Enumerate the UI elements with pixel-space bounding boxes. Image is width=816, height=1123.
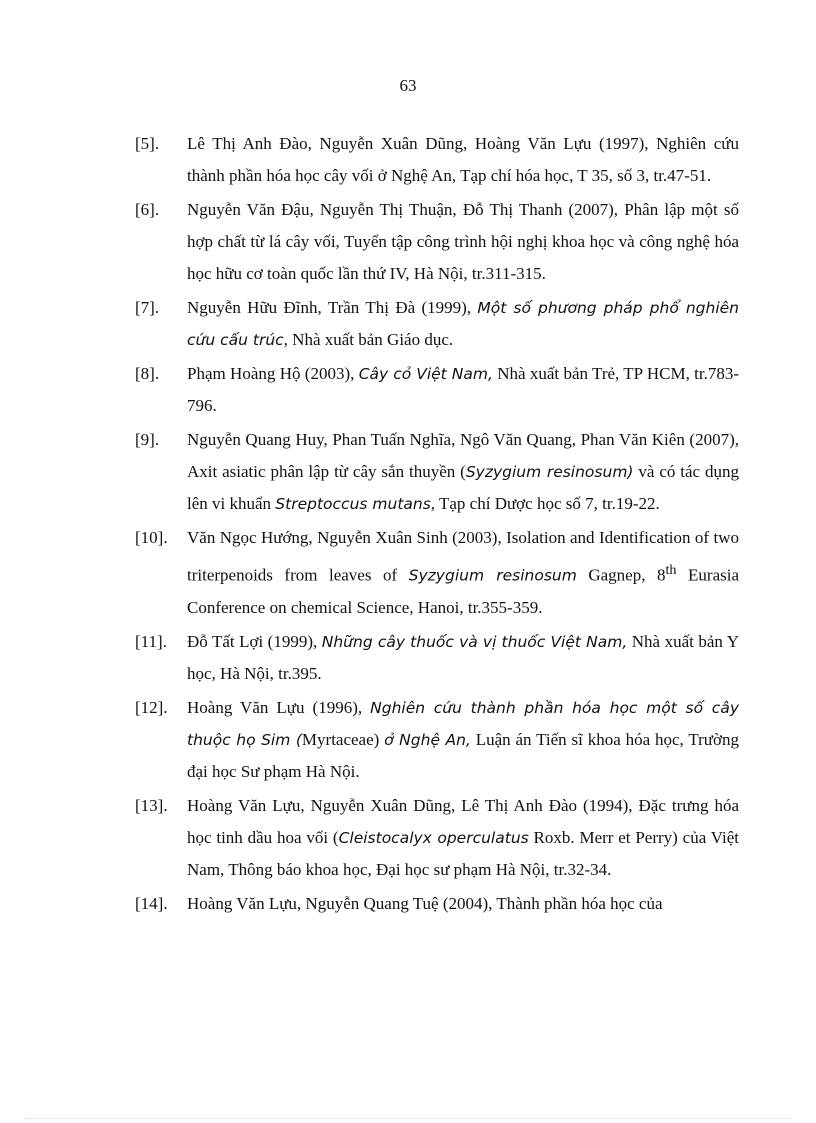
reference-number: [9]. bbox=[135, 430, 160, 449]
reference-segment: Nguyễn Hữu Đĩnh, Trần Thị Đà (1999), bbox=[187, 298, 478, 317]
reference-item bbox=[135, 522, 739, 624]
reference-italic-segment: Streptoccus mutans bbox=[275, 495, 431, 513]
reference-italic-segment: ở Nghệ An, bbox=[384, 730, 471, 749]
reference-segment: Gagnep, 8 bbox=[576, 565, 666, 585]
reference-segment: Myrtaceae) bbox=[301, 729, 385, 749]
reference-segment: Nhà xuất bản Trẻ, TP HCM, tr.783-796. bbox=[187, 364, 739, 415]
reference-segment: Nguyễn Văn Đậu, Nguyễn Thị Thuận, Đỗ Thị Thanh (2007), Phân lập một số hợp chất từ lá cây vối, Tuyển tập công trình hội nghị khoa học và công nghệ hóa học hữu cơ toàn quốc lần thứ IV, Hà Nội, tr.311-315. bbox=[187, 200, 739, 283]
reference-item bbox=[135, 790, 739, 886]
reference-segment: Nhà xuất bản Y học, Hà Nội, tr.395. bbox=[187, 631, 739, 683]
page-bottom-divider bbox=[24, 1118, 792, 1119]
reference-segment: Eurasia Conference on chemical Science, Hanoi, tr.355-359. bbox=[187, 565, 740, 617]
reference-text bbox=[187, 292, 739, 356]
reference-text bbox=[187, 888, 739, 920]
reference-segment: Đỗ Tất Lợi (1999), bbox=[187, 631, 322, 651]
reference-number: [11]. bbox=[135, 631, 167, 651]
reference-number: [5]. bbox=[135, 134, 160, 153]
reference-segment: Hoàng Văn Lựu (1996), bbox=[187, 697, 371, 717]
reference-number: [6]. bbox=[135, 200, 160, 219]
reference-number: [7]. bbox=[135, 298, 160, 317]
reference-italic-segment: Nghiên cứu thành phần hóa học một số cây thuộc họ Sim ( bbox=[187, 698, 739, 749]
reference-number: [13]. bbox=[135, 795, 168, 815]
reference-italic-segment: Một số phương pháp phổ nghiên cứu cấu trúc bbox=[187, 299, 739, 349]
reference-segment: Hoàng Văn Lựu, Nguyễn Xuân Dũng, Lê Thị Anh Đào (1994), Đặc trưng hóa học tinh dầu hoa vối ( bbox=[187, 795, 739, 847]
reference-italic-segment: Những cây thuốc và vị thuốc Việt Nam, bbox=[321, 632, 628, 651]
reference-text bbox=[187, 790, 739, 886]
reference-text bbox=[187, 358, 739, 422]
reference-segment: Phạm Hoàng Hộ (2003), bbox=[187, 364, 359, 383]
reference-segment: Lê Thị Anh Đào, Nguyễn Xuân Dũng, Hoàng Văn Lựu (1997), Nghiên cứu thành phần hóa học cây vối ở Nghệ An, Tạp chí hóa học, T 35, số 3, tr.47-51. bbox=[187, 134, 739, 185]
reference-segment: Luận án Tiến sĩ khoa hóa học, Trường đại học Sư phạm Hà Nội. bbox=[187, 729, 739, 781]
reference-italic-segment: Syzygium resinosum) bbox=[465, 463, 634, 481]
reference-item bbox=[135, 128, 739, 192]
reference-text bbox=[187, 626, 739, 690]
reference-text bbox=[187, 522, 739, 624]
reference-italic-segment: Cleistocalyx operculatus bbox=[338, 828, 529, 847]
reference-segment: và có tác dụng lên vi khuẩn bbox=[187, 462, 740, 513]
reference-item bbox=[135, 424, 739, 520]
reference-superscript: th bbox=[665, 562, 677, 578]
reference-number: [10]. bbox=[135, 528, 168, 547]
reference-text bbox=[187, 424, 739, 520]
reference-item bbox=[135, 692, 739, 788]
reference-text bbox=[187, 692, 739, 788]
reference-list bbox=[135, 128, 739, 922]
reference-item bbox=[135, 626, 739, 690]
reference-number: [12]. bbox=[135, 697, 168, 717]
reference-segment: Hoàng Văn Lựu, Nguyễn Quang Tuệ (2004), Thành phần hóa học của bbox=[187, 893, 663, 913]
reference-text bbox=[187, 128, 739, 192]
reference-segment: Nguyễn Quang Huy, Phan Tuấn Nghĩa, Ngô Văn Quang, Phan Văn Kiên (2007), Axit asiatic phân lập từ cây sắn thuyền ( bbox=[187, 430, 739, 481]
reference-segment: , Nhà xuất bản Giáo dục. bbox=[283, 330, 454, 349]
reference-text bbox=[187, 194, 739, 290]
reference-item bbox=[135, 292, 739, 356]
reference-item bbox=[135, 888, 739, 920]
reference-number: [8]. bbox=[135, 364, 160, 383]
reference-segment: Roxb. Merr et Perry) của Việt Nam, Thông báo khoa học, Đại học sư phạm Hà Nội, tr.32-34. bbox=[187, 827, 739, 879]
reference-item bbox=[135, 194, 739, 290]
page-number: 63 bbox=[399, 76, 417, 95]
reference-item bbox=[135, 358, 739, 422]
reference-segment: Văn Ngọc Hướng, Nguyễn Xuân Sinh (2003), Isolation and Identification of two triterpenoids from leaves of bbox=[187, 528, 739, 585]
reference-italic-segment: Syzygium resinosum bbox=[408, 566, 577, 585]
reference-segment: , Tạp chí Dược học số 7, tr.19-22. bbox=[430, 494, 660, 513]
reference-number: [14]. bbox=[135, 893, 168, 913]
reference-italic-segment: Cây cỏ Việt Nam, bbox=[358, 365, 493, 383]
